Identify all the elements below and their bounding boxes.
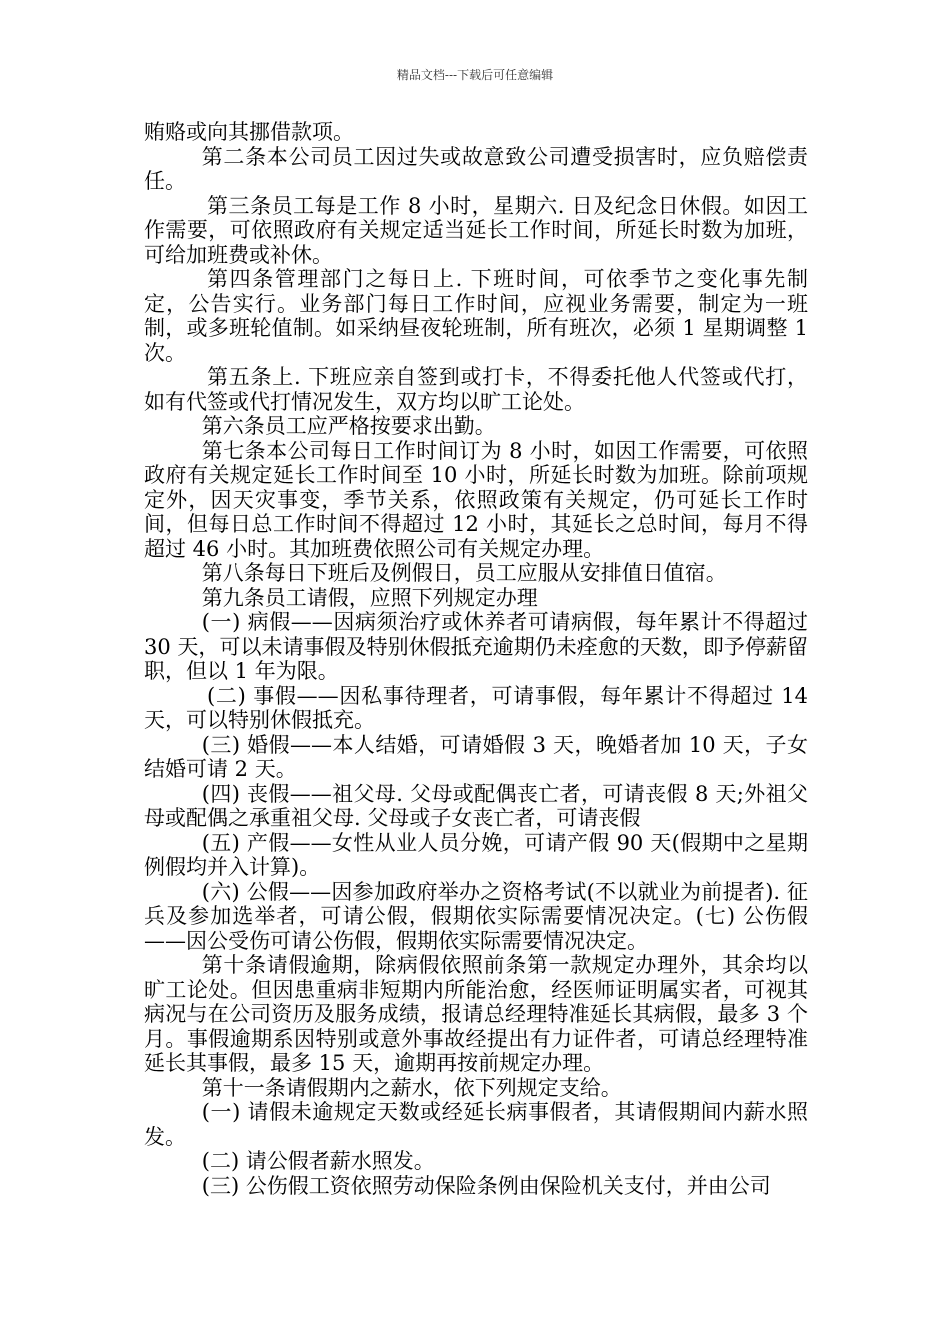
paragraph-article-4: 第四条管理部门之每日上. 下班时间，可依季节之变化事先制定，公告实行。业务部门每日工作时间，应视业务需要，制定为一班制，或多班轮值制。如采纳昼夜轮班制，所有班次，必须 1 星期调整 1 次。 — [144, 267, 808, 365]
paragraph-article-9: 第九条员工请假，应照下列规定办理 — [201, 585, 538, 610]
paragraph-article-3: 第三条员工每是工作 8 小时，星期六. 日及纪念日休假。如因工作需要，可依照政府有关规定适当延长工作时间，所延长时数为加班，可给加班费或补休。 — [144, 193, 808, 267]
paragraph-article-7: 第七条本公司每日工作时间订为 8 小时，如因工作需要，可依照政府有关规定延长工作时间至 10 小时，所延长时数为加班。除前项规定外，因天灾事变，季节关系，依照政策有关规定，仍可延长工作时间，但每日总工作时间不得超过 12 小时，其延长之总时间，每月不得超过 46 小时。其加班费依照公司有关规定办理。 — [144, 438, 808, 561]
paragraph-leave-sick: (一) 病假——因病须治疗或休养者可请病假，每年累计不得超过 30 天，可以未请事假及特别休假抵充逾期仍未痊愈的天数，即予停薪留职，但以 1 年为限。 — [144, 610, 808, 683]
document-body — [144, 120, 808, 1198]
paragraph-article-11: 第十一条请假期内之薪水，依下列规定支给。 — [201, 1075, 622, 1100]
paragraph-leave-funeral: (四) 丧假——祖父母. 父母或配偶丧亡者，可请丧假 8 天;外祖父母或配偶之承重祖父母. 父母或子女丧亡者，可请丧假 — [144, 781, 808, 830]
paragraph-leave-marriage: (三) 婚假——本人结婚，可请婚假 3 天，晚婚者加 10 天，子女结婚可请 2 天。 — [144, 732, 808, 781]
paragraph-article-10: 第十条请假逾期，除病假依照前条第一款规定办理外，其余均以旷工论处。但因患重病非短期内所能治愈，经医师证明属实者，可视其病况与在公司资历及服务成绩，报请总经理特准延长其病假，最多 3 个月。事假逾期系因特别或意外事故经提出有力证件者，可请总经理特准延长其事假，最多 15 天，逾期再按前规定办理。 — [144, 953, 808, 1075]
paragraph-continuation: 贿赂或向其挪借款项。 — [144, 120, 354, 144]
paragraph-article-2: 第二条本公司员工因过失或故意致公司遭受损害时，应负赔偿责任。 — [144, 144, 808, 193]
paragraph-pay-rule-2: (二) 请公假者薪水照发。 — [201, 1149, 435, 1173]
page-header: 精品文档---下载后可任意编辑 — [396, 68, 554, 82]
paragraph-article-6: 第六条员工应严格按要求出勤。 — [201, 414, 496, 438]
paragraph-leave-official: (六) 公假——因参加政府举办之资格考试(不以就业为前提者). 征兵及参加选举者，可请公假，假期依实际需要情况决定。(七) 公伤假——因公受伤可请公伤假，假期依实际需要情况决定。 — [144, 879, 808, 953]
paragraph-leave-maternity: (五) 产假——女性从业人员分娩，可请产假 90 天(假期中之星期例假均并入计算)。 — [144, 830, 808, 879]
paragraph-article-5: 第五条上. 下班应亲自签到或打卡，不得委托他人代签或代打，如有代签或代打情况发生，双方均以旷工论处。 — [144, 365, 808, 414]
paragraph-article-8: 第八条每日下班后及例假日，员工应服从安排值日值宿。 — [201, 561, 727, 585]
paragraph-leave-personal: (二) 事假——因私事待理者，可请事假，每年累计不得超过 14 天，可以特别休假抵充。 — [144, 683, 808, 732]
paragraph-pay-rule-3: (三) 公伤假工资依照劳动保险条例由保险机关支付，并由公司 — [201, 1173, 771, 1198]
paragraph-pay-rule-1: (一) 请假未逾规定天数或经延长病事假者，其请假期间内薪水照发。 — [144, 1100, 808, 1149]
